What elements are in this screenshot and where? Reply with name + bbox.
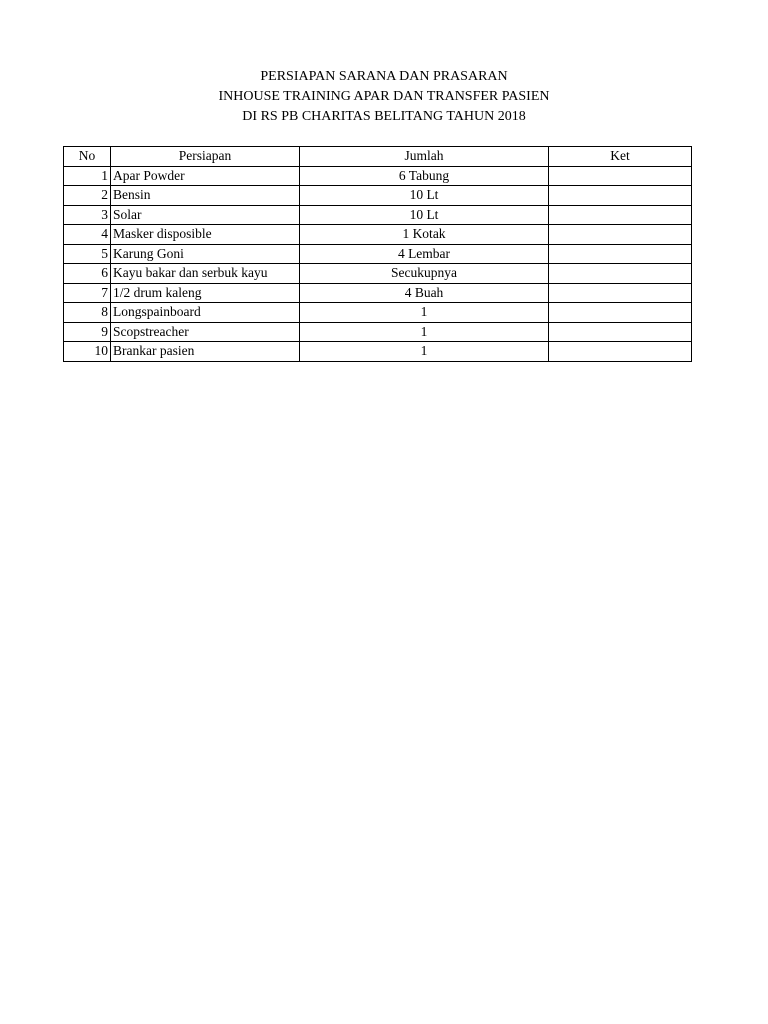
row-quantity: 4 Lembar [300, 244, 549, 264]
row-note [549, 186, 692, 206]
column-header-no: No [64, 147, 111, 167]
row-quantity: 10 Lt [300, 205, 549, 225]
row-item: Masker disposible [111, 225, 300, 245]
row-number: 2 [64, 186, 111, 206]
row-number: 8 [64, 303, 111, 323]
table-row [64, 225, 692, 245]
row-quantity: 1 [300, 322, 549, 342]
table-row [64, 264, 692, 284]
row-note [549, 283, 692, 303]
column-header-persiapan: Persiapan [111, 147, 300, 167]
row-quantity: 1 Kotak [300, 225, 549, 245]
row-note [549, 342, 692, 362]
column-header-jumlah: Jumlah [300, 147, 549, 167]
row-item: Longspainboard [111, 303, 300, 323]
row-item: Karung Goni [111, 244, 300, 264]
row-item: Solar [111, 205, 300, 225]
row-number: 4 [64, 225, 111, 245]
row-number: 10 [64, 342, 111, 362]
row-quantity: 4 Buah [300, 283, 549, 303]
row-quantity: 1 [300, 342, 549, 362]
table-header-row [64, 147, 692, 167]
row-number: 6 [64, 264, 111, 284]
row-item: Apar Powder [111, 166, 300, 186]
row-note [549, 303, 692, 323]
table-row [64, 303, 692, 323]
table-row [64, 322, 692, 342]
row-note [549, 244, 692, 264]
row-item: Brankar pasien [111, 342, 300, 362]
document-title: PERSIAPAN SARANA DAN PRASARAN [260, 69, 508, 84]
row-number: 9 [64, 322, 111, 342]
document-location-year: DI RS PB CHARITAS BELITANG TAHUN 2018 [242, 109, 526, 124]
table-row [64, 166, 692, 186]
row-item: Kayu bakar dan serbuk kayu [111, 264, 300, 284]
document-header [0, 67, 768, 127]
table-row [64, 244, 692, 264]
row-quantity: 6 Tabung [300, 166, 549, 186]
document-subtitle: INHOUSE TRAINING APAR DAN TRANSFER PASIEN [218, 89, 550, 104]
row-quantity: 10 Lt [300, 186, 549, 206]
row-note [549, 322, 692, 342]
row-item: 1/2 drum kaleng [111, 283, 300, 303]
row-number: 5 [64, 244, 111, 264]
row-number: 1 [64, 166, 111, 186]
row-note [549, 225, 692, 245]
row-number: 7 [64, 283, 111, 303]
row-note [549, 166, 692, 186]
row-quantity: 1 [300, 303, 549, 323]
row-number: 3 [64, 205, 111, 225]
table-row [64, 283, 692, 303]
row-note [549, 264, 692, 284]
row-note [549, 205, 692, 225]
row-item: Bensin [111, 186, 300, 206]
preparation-table [63, 146, 692, 362]
table-row [64, 205, 692, 225]
table-row [64, 186, 692, 206]
table-row [64, 342, 692, 362]
row-quantity: Secukupnya [300, 264, 549, 284]
row-item: Scopstreacher [111, 322, 300, 342]
column-header-ket: Ket [549, 147, 692, 167]
